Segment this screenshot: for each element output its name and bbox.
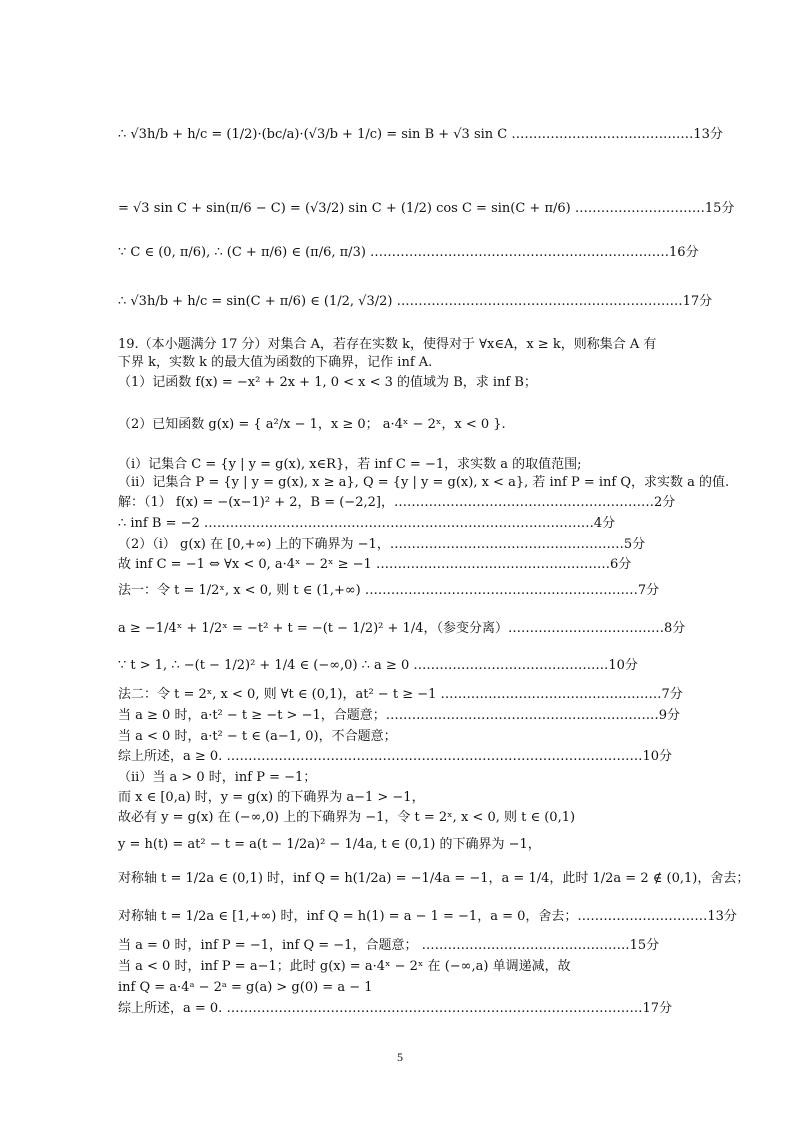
solution-line-s1b: ∴ inf B = −2 ………………………………………………………………………………4分 (118, 516, 616, 531)
solution-line-m2: 法二：令 t = 2ˣ, x < 0, 则 ∀t ∈ (0,1)，at² − t ≥ −1 ……………………………………………7分 (118, 687, 683, 702)
solution-line-m2d: 综上所述，a ≥ 0. ……………………………………………………………………………………10分 (118, 749, 672, 764)
solution-line-ii10: 综上所述，a = 0. ……………………………………………………………………………………17分 (118, 1001, 672, 1016)
solution-line-ii3: 故必有 y = g(x) 在 (−∞,0) 上的下确界为 −1，令 t = 2ˣ, x < 0, 则 t ∈ (0,1) (118, 810, 576, 825)
solution-line-l16: ∵ C ∈ (0, π/6), ∴ (C + π/6) ∈ (π/6, π/3) ……………………………………………………………16分 (118, 245, 699, 260)
solution-line-l15: = √3 sin C + sin(π/6 − C) = (√3/2) sin C + (1/2) cos C = sin(C + π/6) …………………………15分 (118, 201, 735, 216)
page-number: 5 (397, 1050, 403, 1064)
solution-line-q1: （1）记函数 f(x) = −x² + 2x + 1, 0 < x < 3 的值域为 B，求 inf B； (118, 375, 537, 390)
solution-line-q2: （2）已知函数 g(x) = { a²/x − 1，x ≥ 0； a·4ˣ − 2ˣ，x < 0 }. (118, 417, 506, 432)
solution-line-q19b: 下界 k，实数 k 的最大值为函数的下确界，记作 inf A. (118, 355, 433, 370)
solution-line-m2c: 当 a < 0 时，a·t² − t ∈ (a−1, 0)，不合题意； (118, 729, 397, 744)
solution-line-m1b: a ≥ −1/4ˣ + 1/2ˣ = −t² + t = −(t − 1/2)² + 1/4，（参变分离）………………………………8分 (118, 621, 686, 636)
solution-line-ii2: 而 x ∈ [0,a) 时，y = g(x) 的下确界为 a−1 > −1， (118, 790, 425, 805)
solution-line-ii4: y = h(t) = at² − t = a(t − 1/2a)² − 1/4a, t ∈ (0,1) 的下确界为 −1， (118, 837, 541, 852)
solution-line-m1c: ∵ t > 1, ∴ −(t − 1/2)² + 1/4 ∈ (−∞,0) ∴ a ≥ 0 ………………………………………10分 (118, 658, 638, 673)
solution-line-l17: ∴ √3h/b + h/c = sin(C + π/6) ∈ (1/2, √3/2) …………………………………………………………17分 (118, 294, 713, 309)
solution-line-q2ii: （ii）记集合 P = {y | y = g(x), x ≥ a}, Q = {y | y = g(x), x < a}, 若 inf P = inf Q，求实数 a 的值. (118, 475, 730, 490)
solution-line-ii8: 当 a < 0 时，inf P = a−1；此时 g(x) = a·4ˣ − 2ˣ 在 (−∞,a) 单调递减，故 (118, 959, 571, 974)
solution-line-q19a: 19.（本小题满分 17 分）对集合 A，若存在实数 k，使得对于 ∀x∈A，x ≥ k，则称集合 A 有 (118, 337, 657, 352)
solution-line-ii1: （ii）当 a > 0 时，inf P = −1； (118, 770, 317, 785)
solution-line-q2i: （i）记集合 C = {y | y = g(x), x∈R}，若 inf C = −1，求实数 a 的取值范围; (118, 457, 582, 472)
solution-line-ii9: inf Q = a·4ᵃ − 2ᵃ = g(a) > g(0) = a − 1 (118, 980, 373, 995)
solution-line-ii5: 对称轴 t = 1/2a ∈ (0,1) 时，inf Q = h(1/2a) = −1/4a = −1，a = 1/4，此时 1/2a = 2 ∉ (0,1)，舍去； (118, 871, 750, 886)
solution-line-ii6: 对称轴 t = 1/2a ∈ [1,+∞) 时，inf Q = h(1) = a − 1 = −1，a = 0，舍去；…………………………13分 (118, 909, 737, 924)
solution-line-s2b: 故 inf C = −1 ⇔ ∀x < 0, a·4ˣ − 2ˣ ≥ −1 ………………………………………………6分 (118, 557, 632, 572)
solution-line-s2: （2）（i） g(x) 在 [0,+∞) 上的下确界为 −1，………………………………………………5分 (118, 537, 646, 552)
solution-line-l13: ∴ √3h/b + h/c = (1/2)·(bc/a)·(√3/b + 1/c) = sin B + √3 sin C ……………………………………13分 (118, 127, 723, 142)
solution-line-m2b: 当 a ≥ 0 时，a·t² − t ≥ −t > −1，合题意；………………………………………………………9分 (118, 708, 681, 723)
solution-line-s1: 解：（1） f(x) = −(x−1)² + 2，B = (−2,2]，……………………………………………………2分 (118, 495, 676, 510)
solution-line-m1: 法一：令 t = 1/2ˣ, x < 0, 则 t ∈ (1,+∞) ………………………………………………………7分 (118, 583, 660, 598)
solution-line-ii7: 当 a = 0 时，inf P = −1，inf Q = −1，合题意； …………………………………………15分 (118, 938, 660, 953)
